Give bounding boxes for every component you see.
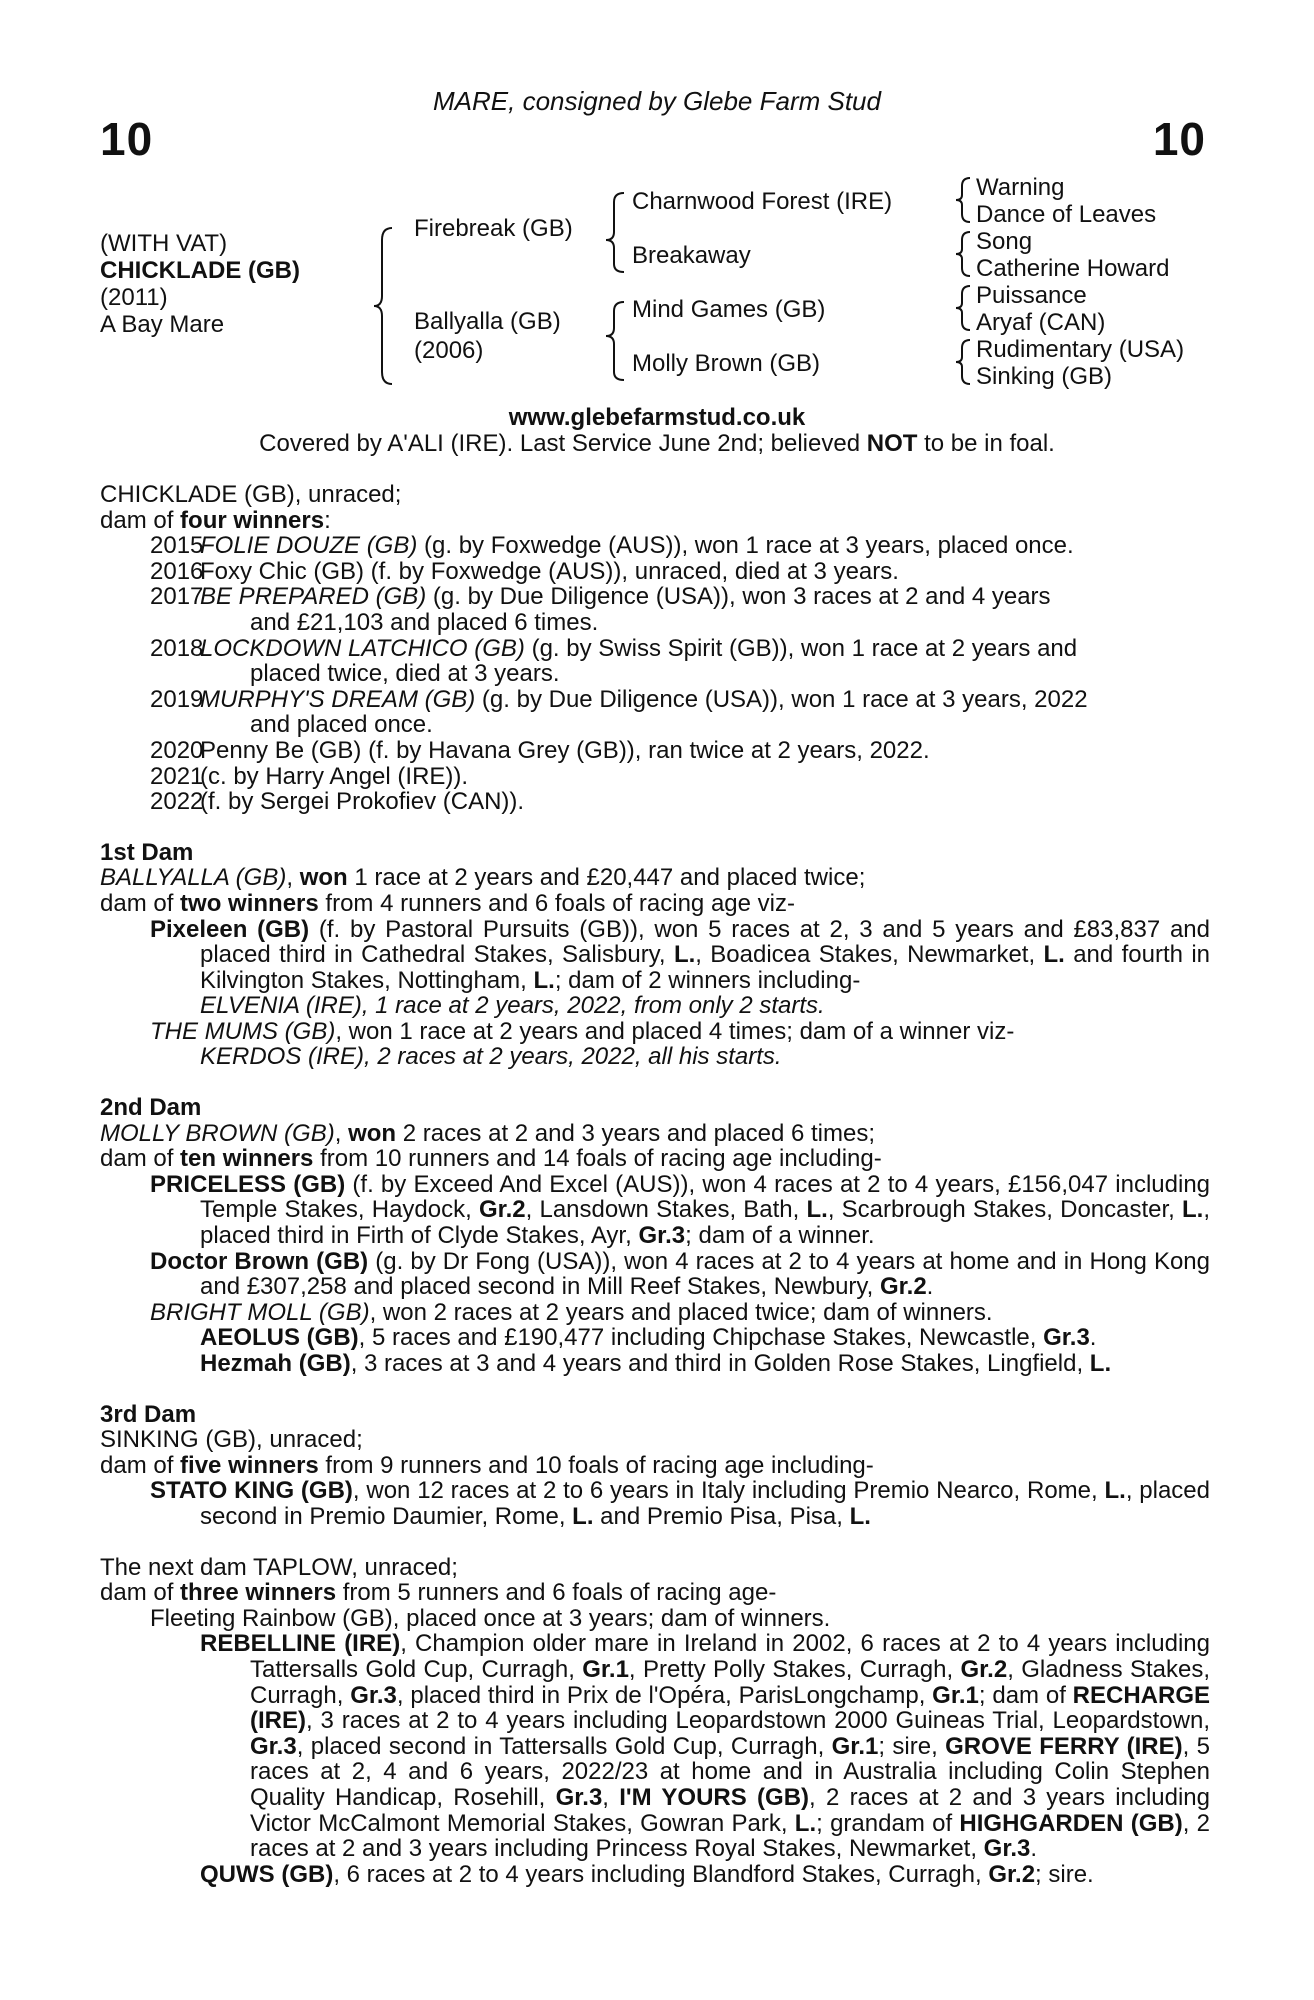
record-text: ; sire. [1035, 1860, 1094, 1888]
catalogue-body [100, 482, 1210, 1887]
grade-label: Gr.3 [555, 1783, 603, 1811]
record-text: , 2 races at 2 years, 2022, all his starts. [364, 1043, 782, 1071]
mare-line: CHICKLADE (GB), unraced; [100, 481, 402, 508]
second-dam-heading: 2nd Dam [100, 1094, 202, 1122]
winners-count: ten winners [180, 1145, 314, 1173]
produce-text: (g. by Foxwedge (AUS)), won 1 race at 3 years, placed once. [417, 532, 1074, 560]
runner-name: HIGHGARDEN (GB) [959, 1809, 1183, 1837]
sep: , [286, 864, 300, 892]
produce-text-cont: and placed once. [250, 711, 433, 739]
produce-row [100, 533, 1210, 559]
record-text: ; grandam of [816, 1809, 960, 1837]
record-text: , [602, 1783, 620, 1811]
runner-name: RECHARGE (IRE) [250, 1681, 1211, 1735]
hezmah-entry [100, 1351, 1210, 1377]
record-text: ; dam of [978, 1681, 1073, 1709]
produce-text: (g. by Swiss Spirit (GB)), won 1 race at 2 years and [524, 634, 1078, 662]
record-text: ; sire, [878, 1732, 946, 1760]
vat-note: (WITH VAT) [100, 230, 228, 257]
runner-name: BRIGHT MOLL (GB) [150, 1298, 370, 1326]
produce-row [100, 559, 1210, 585]
produce-year: 2020 [150, 736, 204, 764]
first-dam-name: BALLYALLA (GB) [100, 864, 287, 892]
dam-sire: Mind Games (GB) [632, 296, 826, 323]
second-dam-name: MOLLY BROWN (GB) [100, 1119, 335, 1147]
rebelline-entry [100, 1631, 1210, 1861]
produce-list [100, 533, 1210, 815]
grade-label: Gr.1 [582, 1655, 629, 1683]
horse-year: (2011) [100, 284, 168, 311]
runner-name: PRICELESS (GB) [150, 1170, 346, 1198]
second-dam-produce [100, 1146, 1210, 1172]
produce-text: Penny Be (GB) (f. by Havana Grey (GB)), ran twice at 2 years, 2022. [200, 736, 930, 764]
record-text: , won 1 race at 2 years and placed 4 times; dam of a winner viz- [335, 1017, 1015, 1045]
runner-name: AEOLUS (GB) [200, 1324, 359, 1352]
runner-name: ELVENIA (IRE) [200, 992, 362, 1020]
bracket-main [374, 228, 392, 384]
grade-label: L. [806, 1196, 828, 1224]
gen4-6: Aryaf (CAN) [976, 309, 1106, 336]
priceless-entry [100, 1172, 1210, 1249]
runner-name: Doctor Brown (GB) [150, 1247, 369, 1275]
runner-name: Pixeleen (GB) [150, 915, 310, 943]
first-dam-heading: 1st Dam [100, 838, 194, 866]
stato-king-entry [100, 1478, 1210, 1529]
lot-number-left: 10 [100, 113, 154, 165]
stud-website: www.glebefarmstud.co.uk [508, 404, 806, 431]
grade-label: Gr.3 [250, 1732, 297, 1760]
grade-label: L. [673, 941, 696, 969]
third-dam-heading: 3rd Dam [100, 1400, 197, 1428]
record-text: , 3 races at 3 and 4 years and third in Golden Rose Stakes, Lingfield, [350, 1350, 1090, 1377]
gen4-3: Song [976, 228, 1033, 255]
record-text: and Premio Pisa, Pisa, [593, 1502, 850, 1530]
record-text: , 2 races at 2 and 3 years including Princess Royal Stakes, Newmarket, [250, 1809, 1210, 1863]
produce-year: 2017 [150, 583, 204, 611]
pixeleen-entry [100, 917, 1210, 994]
record-text: , placed second in Premio Daumier, Rome, [200, 1477, 1210, 1530]
quws-entry [100, 1862, 1210, 1888]
covering-text-end: to be in foal. [917, 430, 1055, 457]
produce-year: 2015 [150, 532, 204, 560]
elvenia-entry [100, 993, 1210, 1019]
produce-text-cont: and £21,103 and placed 6 times. [250, 608, 599, 636]
record-text: and fourth in Kilvington Stakes, Nottingham, [200, 941, 1211, 994]
bright-moll-entry [100, 1300, 1210, 1326]
produce-year: 2018 [150, 634, 204, 662]
produce-year: 2022 [150, 788, 204, 816]
grade-label: Gr.3 [350, 1681, 397, 1709]
winners-count: five winners [180, 1451, 319, 1479]
produce-year: 2019 [150, 685, 204, 713]
produce-name: MURPHY'S DREAM (GB) [200, 685, 476, 713]
next-dam-produce [100, 1580, 1210, 1606]
produce-summary: from 5 runners and 6 foals of racing age- [336, 1579, 777, 1607]
record-text: (f. by Pastoral Pursuits (GB)), won 5 races at 2, 3 and 5 years and £83,837 and placed third in Cathedral Stakes, Salisbury, [200, 915, 1211, 969]
dam-year: (2006) [414, 337, 484, 364]
runner-name: REBELLINE (IRE) [200, 1630, 401, 1658]
grade-label: Gr.1 [932, 1681, 979, 1709]
kerdos-entry [100, 1044, 1210, 1070]
gen4-1: Warning [976, 174, 1065, 201]
winners-count: four winners [180, 506, 325, 534]
record-text: . [1089, 1324, 1097, 1352]
grade-label: Gr.1 [831, 1732, 879, 1760]
runner-name: GROVE FERRY (IRE) [945, 1732, 1183, 1760]
produce-row [100, 789, 1210, 815]
dam-of-text: dam of [100, 1451, 181, 1479]
grade-label: L. [572, 1502, 594, 1530]
produce-name: LOCKDOWN LATCHICO (GB) [200, 634, 525, 662]
record-text: , placed third in Firth of Clyde Stakes, Ayr, [200, 1196, 1211, 1250]
produce-summary: from 10 runners and 14 foals of racing age including- [313, 1145, 882, 1173]
horse-name: CHICKLADE (GB) [100, 257, 300, 284]
second-dam-line [100, 1121, 1210, 1147]
grade-label: L. [1182, 1196, 1204, 1224]
produce-row [100, 764, 1210, 790]
produce-text: (c. by Harry Angel (IRE)). [200, 762, 469, 790]
record-text: . [926, 1273, 934, 1301]
produce-year: 2021 [150, 762, 204, 790]
record-text: 2 races at 2 and 3 years and placed 6 times; [396, 1119, 876, 1147]
runner-name: STATO KING (GB) [150, 1477, 353, 1505]
grade-label: L. [1104, 1477, 1126, 1505]
record-text: (g. by Dr Fong (USA)), won 4 races at 2 to 4 years at home and in Hong Kong and £307,258 and placed second in Mill Reef Stakes, Newbury, [200, 1247, 1211, 1301]
dam-name: Ballyalla (GB) [414, 308, 561, 335]
record-text: , won 12 races at 2 to 6 years in Italy including Premio Nearco, Rome, [352, 1477, 1105, 1505]
grade-label: L. [849, 1502, 871, 1530]
grade-label: L. [794, 1809, 817, 1837]
record-text: , 6 races at 2 to 4 years including Blandford Stakes, Curragh, [333, 1860, 989, 1888]
lot-subtitle: MARE, consigned by Glebe Farm Stud [433, 86, 881, 116]
record-text: , 1 race at 2 years, 2022, from only 2 starts. [361, 992, 825, 1020]
produce-row [100, 584, 1210, 635]
grade-label: L. [1043, 941, 1065, 969]
dam-of-text: dam of [100, 889, 181, 917]
covering-text: Covered by A'ALI (IRE). Last Service June 2nd; believed [259, 430, 867, 457]
third-dam-line: SINKING (GB), unraced; [100, 1426, 363, 1454]
produce-text: (g. by Due Diligence (USA)), won 3 races at 2 and 4 years [426, 583, 1051, 611]
record-text: 1 race at 2 years and £20,447 and placed twice; [347, 864, 866, 892]
record-text: , 2 races at 2 and 3 years including Victor McCalmont Memorial Stakes, Gowran Park, [250, 1783, 1210, 1837]
sire-sire: Charnwood Forest (IRE) [632, 188, 893, 215]
bracket-sire [606, 193, 624, 272]
dam-of-colon: : [324, 506, 331, 534]
record-text: . [1030, 1835, 1038, 1863]
record-text: , Boadicea Stakes, Newmarket, [695, 941, 1044, 969]
produce-name: FOLIE DOUZE (GB) [200, 532, 418, 560]
lot-number-right: 10 [1152, 113, 1206, 165]
record-text: ; dam of 2 winners including- [554, 966, 861, 994]
record-text: , placed third in Prix de l'Opéra, ParisLongchamp, [396, 1681, 933, 1709]
sep: , [334, 1119, 349, 1147]
dam-of-text: dam of [100, 1145, 181, 1173]
produce-summary: from 4 runners and 6 foals of racing age viz- [318, 889, 795, 917]
dam-dam: Molly Brown (GB) [632, 350, 821, 377]
runner-name: Hezmah (GB) [200, 1350, 351, 1377]
gen4-8: Sinking (GB) [976, 363, 1113, 390]
covering-note [0, 430, 1314, 458]
sire: Firebreak (GB) [414, 215, 573, 242]
grade-label: L. [1089, 1350, 1112, 1377]
doctor-brown-entry [100, 1249, 1210, 1300]
bracket-g4-3 [956, 286, 970, 330]
produce-text: (f. by Sergei Prokofiev (CAN)). [200, 788, 525, 816]
grade-label: Gr.2 [879, 1273, 927, 1301]
record-text: , Gladness Stakes, Curragh, [250, 1655, 1210, 1709]
grade-label: Gr.2 [960, 1655, 1008, 1683]
dam-of-text: dam of [100, 1579, 181, 1607]
bracket-g4-1 [956, 178, 970, 222]
grade-label: Gr.3 [983, 1835, 1031, 1863]
produce-name: BE PREPARED (GB) [200, 583, 427, 611]
record-text: , 5 races at 2, 4 and 6 years, 2022/23 at home and in Australia including Colin Stephen Quality Handicap, Rosehill, [250, 1732, 1211, 1811]
first-dam-line [100, 865, 1210, 891]
produce-summary: from 9 runners and 10 foals of racing age including- [318, 1451, 874, 1479]
record-text: ; dam of a winner. [685, 1222, 875, 1250]
produce-text-cont: placed twice, died at 3 years. [250, 660, 560, 688]
runner-name: QUWS (GB) [200, 1860, 334, 1888]
record-text: , 3 races at 2 to 4 years including Leopardstown 2000 Guineas Trial, Leopardstown, [306, 1707, 1210, 1735]
third-dam-produce [100, 1453, 1210, 1479]
record-text: (f. by Exceed And Excel (AUS)), won 4 races at 2 to 4 years, £156,047 including Temple Stakes, Haydock, [200, 1170, 1211, 1224]
record-text: , Lansdown Stakes, Bath, [525, 1196, 807, 1224]
winners-count: three winners [180, 1579, 337, 1607]
aeolus-entry [100, 1325, 1210, 1351]
gen4-7: Rudimentary (USA) [976, 336, 1185, 363]
the-mums-entry [100, 1019, 1210, 1045]
produce-year: 2016 [150, 557, 204, 585]
grade-label: L. [533, 966, 555, 994]
bracket-g4-2 [956, 232, 970, 276]
bracket-g4-4 [956, 340, 970, 384]
produce-row [100, 738, 1210, 764]
produce-text: (g. by Due Diligence (USA)), won 1 race at 3 years, 2022 [475, 685, 1088, 713]
grade-label: Gr.3 [1043, 1324, 1090, 1352]
grade-label: Gr.2 [478, 1196, 526, 1224]
record-text: , 5 races and £190,477 including Chipchase Stakes, Newcastle, [358, 1324, 1044, 1352]
bracket-dam [606, 302, 624, 380]
first-dam-produce [100, 891, 1210, 917]
runner-name: KERDOS (IRE) [200, 1043, 365, 1071]
gen4-4: Catherine Howard [976, 255, 1170, 282]
fleeting-rainbow-entry: Fleeting Rainbow (GB), placed once at 3 years; dam of winners. [150, 1604, 831, 1632]
sire-dam: Breakaway [632, 242, 751, 269]
won-label: won [299, 864, 348, 892]
gen4-5: Puissance [976, 282, 1087, 309]
mare-dam-of [100, 508, 1210, 534]
runner-name: THE MUMS (GB) [150, 1017, 336, 1045]
record-text: , Scarbrough Stakes, Doncaster, [827, 1196, 1183, 1224]
grade-label: Gr.2 [988, 1860, 1036, 1888]
gen4-2: Dance of Leaves [976, 201, 1157, 228]
grade-label: Gr.3 [638, 1222, 686, 1250]
produce-row [100, 687, 1210, 738]
runner-name: I'M YOURS (GB) [619, 1783, 810, 1811]
record-text: , won 2 races at 2 years and placed twice; dam of winners. [369, 1298, 993, 1326]
covering-not: NOT [866, 430, 918, 457]
record-text: , placed second in Tattersalls Gold Cup, Curragh, [296, 1732, 832, 1760]
winners-count: two winners [180, 889, 319, 917]
next-dam-line: The next dam TAPLOW, unraced; [100, 1553, 458, 1581]
record-text: , Pretty Polly Stakes, Curragh, [628, 1655, 961, 1683]
produce-text: Foxy Chic (GB) (f. by Foxwedge (AUS)), unraced, died at 3 years. [200, 557, 899, 585]
dam-of-text: dam of [100, 506, 181, 534]
horse-description: A Bay Mare [100, 311, 225, 338]
won-label: won [348, 1119, 397, 1147]
record-text: , Champion older mare in Ireland in 2002, 6 races at 2 to 4 years including Tattersalls Gold Cup, Curragh, [250, 1630, 1210, 1683]
produce-row [100, 636, 1210, 687]
